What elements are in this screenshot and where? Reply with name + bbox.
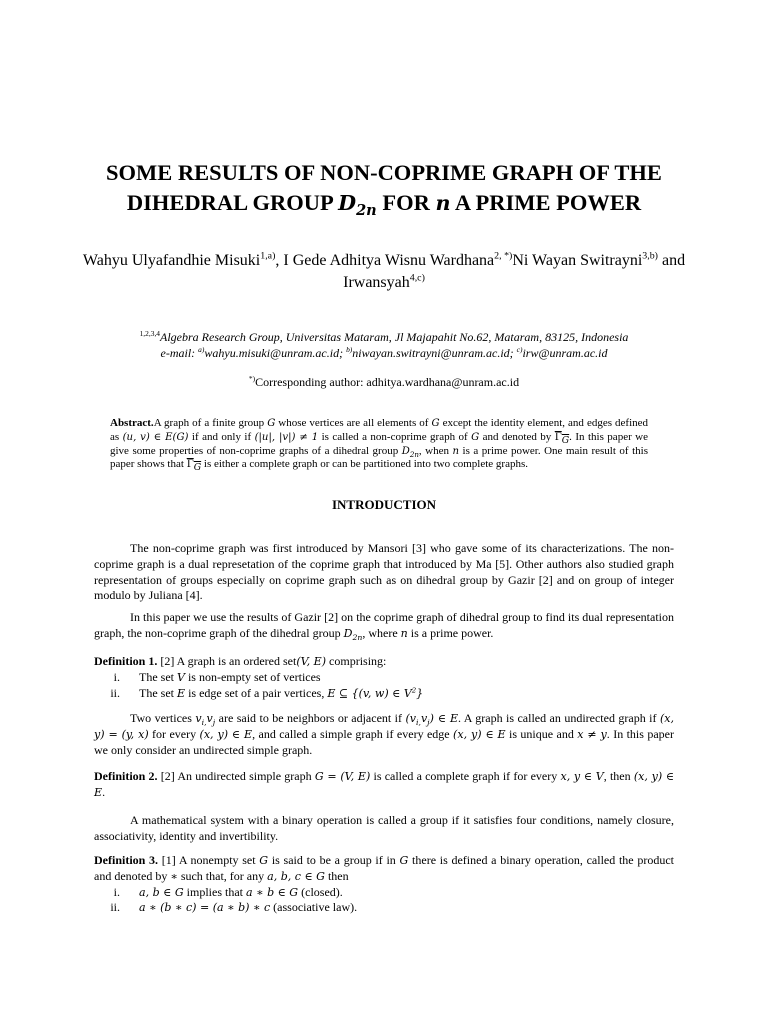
math-symbol: G bbox=[399, 854, 409, 867]
author-name: Ni Wayan Switrayni bbox=[512, 252, 643, 269]
dihedral-letter: D bbox=[343, 626, 353, 640]
definition-label: Definition 1. bbox=[94, 654, 158, 668]
math-symbol: n bbox=[400, 626, 408, 640]
paper-title bbox=[40, 158, 728, 218]
email-link[interactable]: niwayan.switrayni@unram.ac.id; bbox=[352, 346, 517, 360]
email-link[interactable]: irw@unram.ac.id bbox=[522, 346, 608, 360]
math-expression: x, y ∈ V bbox=[560, 770, 604, 783]
paragraph-text: , where bbox=[362, 625, 401, 640]
paragraph-text: then bbox=[324, 868, 349, 883]
definition-statement bbox=[94, 853, 674, 885]
abstract-text: except the identity element, and edges defined as bbox=[110, 417, 649, 443]
gamma-subscript: G bbox=[561, 434, 570, 446]
paragraph-text: (associative law). bbox=[270, 900, 358, 915]
math-expression: a ∗ b ∈ G bbox=[245, 885, 299, 899]
corresponding-author bbox=[40, 374, 728, 390]
paragraph-text: there is defined a binary operation, called the product and denoted by bbox=[94, 853, 675, 883]
math-symbol: G bbox=[431, 418, 440, 429]
neighbors-paragraph bbox=[94, 711, 674, 758]
author-name: , I Gede Adhitya Wisnu Wardhana bbox=[275, 252, 495, 269]
abstract-text: A graph of a finite group bbox=[153, 417, 268, 429]
affiliation-text: Algebra Research Group, Universitas Mataram, Jl Majapahit No.62, Mataram, 83125, Indonesia bbox=[160, 330, 629, 344]
email-mark: b) bbox=[346, 345, 353, 354]
math-expression: (x, y) ∈ E bbox=[199, 727, 253, 741]
author-mark: 1,a) bbox=[260, 250, 276, 262]
definition-3 bbox=[94, 853, 674, 916]
abstract-text: is a prime power. One main result of this paper shows that bbox=[110, 444, 648, 471]
math-expression bbox=[195, 712, 216, 728]
dihedral-subscript: 2n bbox=[409, 449, 419, 459]
math-subscript: j bbox=[427, 718, 430, 728]
math-expression: (x, y) ∈ E bbox=[453, 727, 506, 741]
math-symbol: G bbox=[471, 431, 480, 443]
author-name: and Irwansyah bbox=[343, 252, 686, 291]
author-mark: 3,b) bbox=[642, 250, 658, 262]
math-subscript: j bbox=[212, 718, 216, 728]
list-number: ii. bbox=[110, 900, 120, 915]
math-expression: a, b ∈ G bbox=[139, 885, 184, 899]
title-text: A PRIME POWER bbox=[450, 190, 642, 215]
list-number: ii. bbox=[110, 685, 120, 700]
paragraph-text: , then bbox=[603, 769, 634, 783]
math-expression: (u, v) ∈ E(G) bbox=[122, 431, 189, 443]
email-link[interactable]: wahyu.misuki@unram.ac.id; bbox=[204, 346, 347, 360]
title-line-1: SOME RESULTS OF NON-COPRIME GRAPH OF THE bbox=[106, 160, 662, 185]
paragraph-text: is a prime power. bbox=[407, 625, 494, 640]
abstract-text: if and only if bbox=[188, 430, 255, 443]
abstract bbox=[110, 417, 648, 472]
corresponding-text: Corresponding author: adhitya.wardhana@unram.ac.id bbox=[255, 375, 520, 389]
dihedral-subscript: 2n bbox=[352, 633, 363, 642]
math-exponent: 2 bbox=[411, 685, 417, 694]
email-mark: c) bbox=[516, 345, 523, 354]
dihedral-letter: D bbox=[401, 445, 410, 457]
math-expression: a, b, c ∈ G bbox=[267, 869, 325, 883]
math-expression bbox=[405, 712, 459, 728]
dihedral-symbol bbox=[402, 446, 419, 457]
affiliation-mark: 1,2,3,4 bbox=[139, 329, 161, 338]
paragraph-text: A mathematical system with a binary operation is called a group if it satisfies four conditions, namely closure, associativity, identity and invertibility. bbox=[94, 813, 674, 843]
math-symbol: V bbox=[177, 670, 185, 684]
dihedral-symbol bbox=[344, 627, 363, 640]
group-symbol bbox=[338, 191, 377, 220]
math-text: (v bbox=[405, 712, 416, 725]
math-text: ) ∈ E bbox=[429, 712, 459, 725]
section-heading: INTRODUCTION bbox=[331, 497, 436, 512]
math-expression bbox=[327, 687, 423, 700]
n-symbol: n bbox=[435, 191, 451, 215]
group-subscript: 2n bbox=[356, 202, 377, 220]
email-line bbox=[40, 345, 728, 361]
paragraph-text: [1] A nonempty set bbox=[158, 853, 260, 867]
paragraph-text: is said to be a group if in bbox=[268, 853, 400, 867]
email-mark: a) bbox=[198, 345, 205, 354]
author-name: Wahyu Ulyafandhie Misuki bbox=[82, 252, 261, 269]
paragraph-text: is called a complete graph if for every bbox=[370, 769, 561, 783]
math-text: v bbox=[420, 712, 428, 725]
abstract-text: and denoted by bbox=[479, 430, 555, 443]
corresponding-mark: *) bbox=[248, 374, 256, 383]
paragraph-text: In this paper we use the results of Gazir [2] on the coprime graph of dihedral group to find its dual representation graph, the non-coprime graph of the dihedral group bbox=[94, 610, 674, 640]
paragraph-text: are said to be neighbors or adjacent if bbox=[215, 711, 406, 725]
math-subscript: i, bbox=[416, 718, 421, 728]
math-expression: x ≠ y bbox=[577, 727, 607, 741]
paragraph-text: such that, for any bbox=[177, 868, 268, 883]
definition-label: Definition 3. bbox=[94, 853, 159, 867]
list-number: i. bbox=[113, 884, 120, 899]
math-symbol: ∗ bbox=[170, 869, 178, 883]
abstract-text: , when bbox=[418, 444, 453, 457]
paragraph-text: The set bbox=[139, 685, 177, 700]
title-text: FOR bbox=[376, 190, 436, 215]
group-paragraph bbox=[94, 813, 674, 845]
paragraph-text: implies that bbox=[183, 884, 246, 899]
paragraph-text: , and called a simple graph if every edge bbox=[252, 726, 454, 741]
definition-1 bbox=[94, 654, 674, 701]
paragraph-text: (closed). bbox=[298, 884, 343, 899]
list-item bbox=[94, 885, 674, 901]
math-expression: (x, y) = (y, x) bbox=[94, 712, 674, 741]
abstract-text: . In this paper we give some properties of non-coprime graphs of a dihedral group bbox=[110, 430, 649, 457]
paragraph-text: . In this paper we only consider an undirected simple graph. bbox=[94, 726, 675, 757]
math-text: v bbox=[195, 712, 202, 725]
paragraph-text: is non-empty set of vertices bbox=[184, 669, 321, 684]
paragraph-text: The set bbox=[139, 669, 177, 684]
abstract-text: is called a non-coprime graph of bbox=[318, 430, 472, 443]
math-expression: (x, y) ∈ E bbox=[94, 770, 675, 799]
math-symbol: G bbox=[259, 854, 269, 867]
author-list bbox=[60, 250, 708, 294]
list-item bbox=[94, 900, 674, 916]
list-item bbox=[94, 670, 674, 686]
author-mark: 2, *) bbox=[494, 250, 513, 262]
gamma-letter: Γ bbox=[186, 459, 194, 471]
math-text: E ⊆ {(v, w) ∈ V bbox=[327, 686, 412, 700]
list-item bbox=[94, 686, 674, 702]
abstract-text: is either a complete graph or can be partitioned into two complete graphs. bbox=[201, 458, 528, 471]
paragraph-text: comprising: bbox=[326, 654, 387, 668]
affiliation bbox=[40, 329, 728, 361]
group-letter: D bbox=[338, 191, 357, 215]
paragraph-text: for every bbox=[148, 726, 200, 741]
author-mark: 4,c) bbox=[409, 272, 425, 284]
gamma-letter: Γ bbox=[554, 431, 562, 443]
math-expression: (|u|, |v|) ≠ 1 bbox=[254, 431, 319, 443]
intro-paragraph-1 bbox=[94, 541, 674, 604]
paragraph-text: [2] A graph is an ordered set bbox=[157, 654, 297, 668]
gamma-subscript: G bbox=[193, 462, 202, 474]
paragraph-text: The non-coprime graph was first introduced by Mansori [3] who gave some of its characterizations. The non-coprime graph is a dual represetation of the coprime graph that introduced by Ma [5]. Other authors also studied graph representation of groups especially on coprime graph such as on dihedral group by Gazir [2] and on group of integer modulo by Juliana [4]. bbox=[94, 541, 674, 603]
affiliation-line bbox=[40, 329, 728, 345]
definition-label: Definition 2. bbox=[94, 769, 158, 783]
title-text: DIHEDRAL GROUP bbox=[126, 190, 339, 215]
definition-2 bbox=[94, 769, 674, 801]
abstract-label: Abstract. bbox=[110, 417, 154, 429]
abstract-text: whose vertices are all elements of bbox=[275, 417, 432, 429]
paragraph-text: [2] An undirected simple graph bbox=[157, 769, 315, 783]
title-line-2 bbox=[40, 188, 728, 218]
math-expression: a ∗ (b ∗ c) = (a ∗ b) ∗ c bbox=[139, 901, 271, 915]
math-text: v bbox=[206, 712, 213, 725]
paragraph-text: Two vertices bbox=[130, 711, 196, 725]
math-expression: G = (V, E) bbox=[314, 770, 371, 783]
math-subscript: i, bbox=[201, 718, 207, 728]
math-text: } bbox=[416, 686, 424, 700]
math-symbol: E bbox=[177, 686, 186, 700]
gamma-symbol bbox=[186, 459, 202, 474]
list-number: i. bbox=[113, 669, 120, 684]
math-symbol: n bbox=[452, 445, 460, 457]
math-expression: (V, E) bbox=[296, 655, 327, 668]
paragraph-text: is edge set of a pair vertices, bbox=[185, 685, 328, 700]
gamma-symbol bbox=[554, 431, 570, 446]
paragraph-text: . A graph is called an undirected graph if bbox=[458, 711, 660, 725]
math-symbol: G bbox=[267, 418, 276, 429]
definition-statement bbox=[94, 654, 674, 670]
intro-paragraph-2 bbox=[94, 610, 674, 642]
email-label: e-mail: bbox=[160, 346, 199, 360]
paragraph-text: . bbox=[102, 784, 106, 799]
paragraph-text: is unique and bbox=[505, 726, 578, 741]
